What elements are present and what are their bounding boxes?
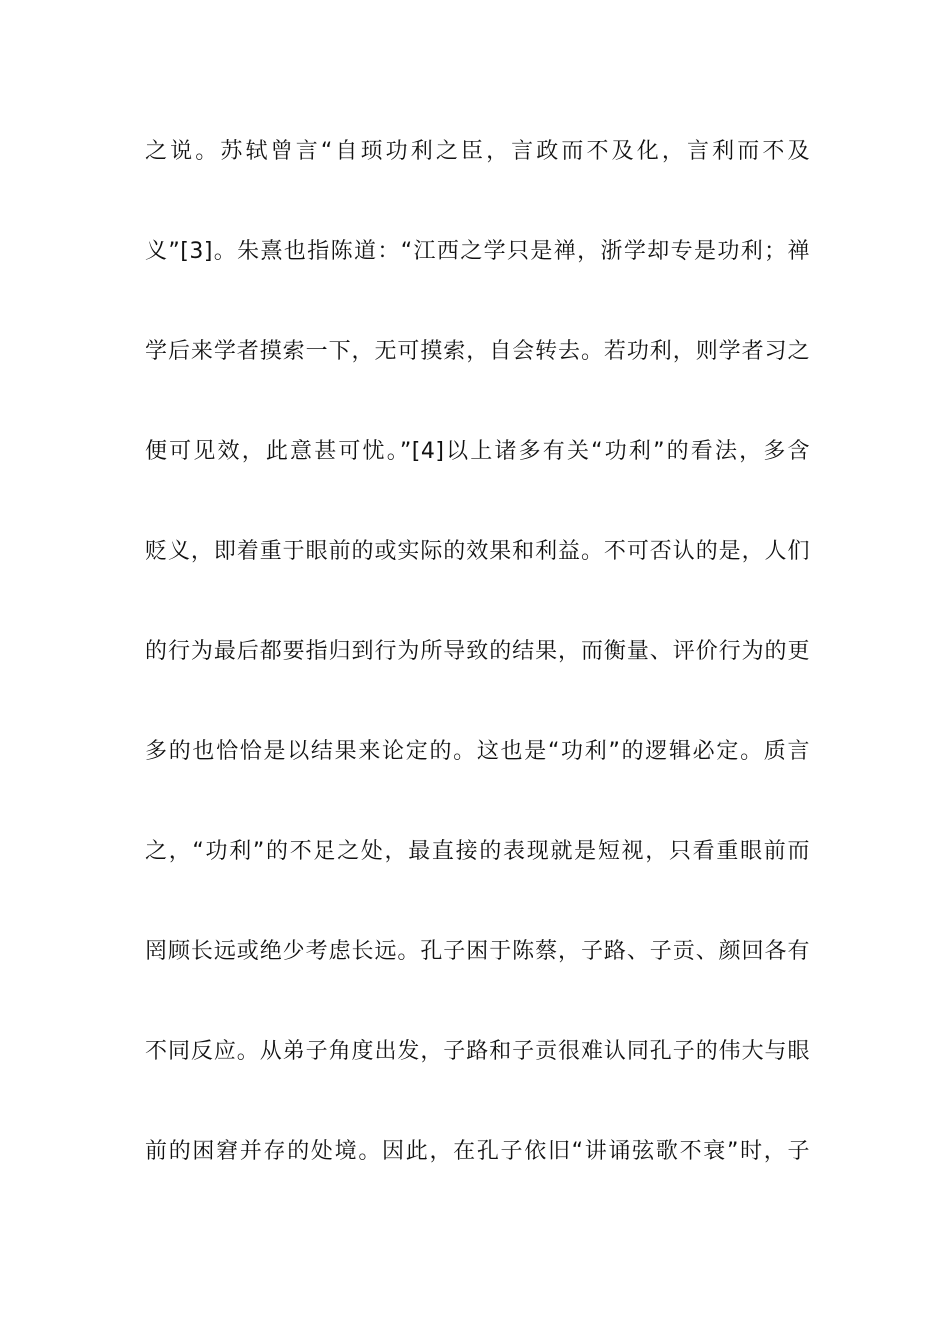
text-line: 的行为最后都要指归到行为所导致的结果，而衡量、评价行为的更 <box>145 639 810 664</box>
text-line: 之说。苏轼曾言“自顼功利之臣，言政而不及化，言利而不及 <box>145 139 810 164</box>
text-line: 学后来学者摸索一下，无可摸索，自会转去。若功利，则学者习之 <box>145 339 810 364</box>
text-line: 之，“功利”的不足之处，最直接的表现就是短视，只看重眼前而 <box>145 839 810 864</box>
text-line: 前的困窘并存的处境。因此，在孔子依旧“讲诵弦歌不衰”时，子 <box>145 1139 810 1164</box>
text-line: 不同反应。从弟子角度出发，子路和子贡很难认同孔子的伟大与眼 <box>145 1039 810 1064</box>
text-line: 贬义，即着重于眼前的或实际的效果和利益。不可否认的是，人们 <box>145 539 810 564</box>
text-line: 便可见效，此意甚可忧。”[4]以上诸多有关“功利”的看法，多含 <box>145 439 810 464</box>
text-line: 多的也恰恰是以结果来论定的。这也是“功利”的逻辑必定。质言 <box>145 739 810 764</box>
text-line: 罔顾长远或绝少考虑长远。孔子困于陈蔡，子路、子贡、颜回各有 <box>145 939 810 964</box>
text-line: 义”[3]。朱熹也指陈道：“江西之学只是禅，浙学却专是功利；禅 <box>145 239 810 264</box>
body-text <box>145 127 810 1227</box>
